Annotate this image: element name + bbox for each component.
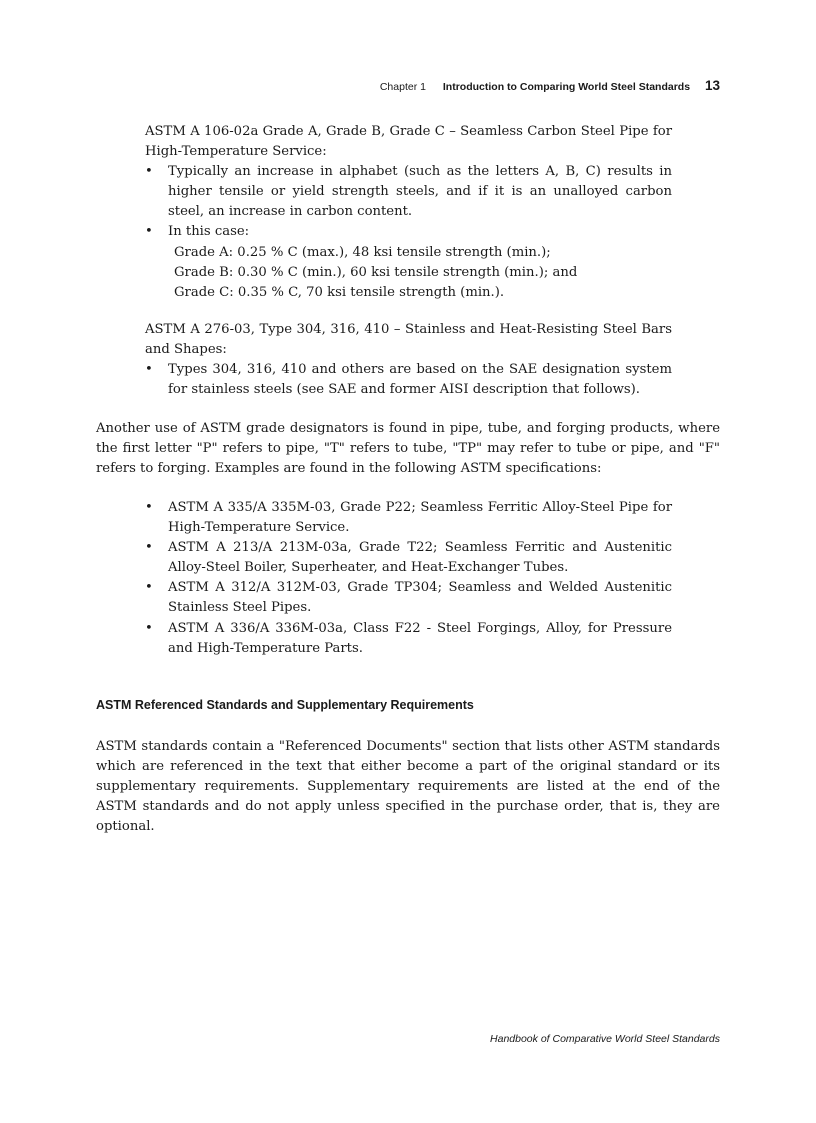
bullet-icon: • — [145, 224, 153, 240]
grade-a-line: Grade A: 0.25 % C (max.), 48 ksi tensile strength (min.); — [174, 244, 551, 260]
list-item: • ASTM A 336/A 336M-03a, Class F22 - Steel Forgings, Alloy, for Pressure and High-Temperature Parts. — [145, 620, 672, 656]
spec-a106-bullets — [145, 162, 672, 242]
page-number: 13 — [704, 78, 720, 93]
list-item: • Types 304, 316, 410 and others are based on the SAE designation system for stainless steels (see SAE and former AISI description that follows). — [145, 362, 672, 398]
list-item: • ASTM A 213/A 213M-03a, Grade T22; Seamless Ferritic and Austenitic Alloy-Steel Boiler, Superheater, and Heat-Exchanger Tubes. — [145, 540, 672, 576]
bullet-icon: • — [145, 164, 153, 180]
grade-designators-paragraph: Another use of ASTM grade designators is found in pipe, tube, and forging products, where the first letter "P" refers to pipe, "T" refers to tube, "TP" may refer to tube or pipe, and "F" refers to forging. Examples are found in the following ASTM specifications: — [96, 421, 720, 477]
list-item: • ASTM A 335/A 335M-03, Grade P22; Seamless Ferritic Alloy-Steel Pipe for High-Temperature Service. — [145, 500, 672, 536]
running-footer: Handbook of Comparative World Steel Standards — [490, 1033, 720, 1045]
list-item: • In this case: — [145, 222, 672, 242]
bullet-icon: • — [145, 500, 153, 515]
list-item: • Typically an increase in alphabet (such as the letters A, B, C) results in higher tensile or yield strength steels, and if it is an unalloyed carbon steel, an increase in carbon content. — [145, 164, 672, 220]
grade-b-line: Grade B: 0.30 % C (min.), 60 ksi tensile strength (min.); and — [174, 264, 578, 280]
grade-list — [145, 243, 672, 303]
running-header — [96, 78, 720, 96]
examples-block — [145, 498, 672, 659]
chapter-label: Chapter 1 — [379, 81, 426, 93]
section-heading: ASTM Referenced Standards and Supplementary Requirements — [96, 698, 474, 712]
spec-a106-block — [145, 122, 672, 303]
examples-list — [145, 498, 672, 659]
spec-a276-bullets — [145, 360, 672, 400]
bullet-icon: • — [145, 580, 153, 596]
spec-a106-heading: ASTM A 106-02a Grade A, Grade B, Grade C – Seamless Carbon Steel Pipe for High-Temperature Service: — [145, 124, 672, 160]
section-body: ASTM standards contain a "Referenced Documents" section that lists other ASTM standards which are referenced in the text that either become a part of the original standard or its supplementary requirements. Supplementary requirements are listed at the end of the ASTM standards and do not apply unless specified in the purchase order, that is, they are optional. — [96, 739, 720, 835]
spec-a276-block — [145, 320, 672, 400]
bullet-icon: • — [145, 362, 153, 378]
spec-a276-heading: ASTM A 276-03, Type 304, 316, 410 – Stainless and Heat-Resisting Steel Bars and Shapes: — [145, 322, 672, 358]
grade-c-line: Grade C: 0.35 % C, 70 ksi tensile strength (min.). — [174, 284, 505, 300]
list-item: • ASTM A 312/A 312M-03, Grade TP304; Seamless and Welded Austenitic Stainless Steel Pipes. — [145, 580, 672, 616]
chapter-title: Introduction to Comparing World Steel Standards — [442, 81, 691, 93]
bullet-icon: • — [145, 620, 153, 636]
bullet-icon: • — [145, 540, 153, 556]
